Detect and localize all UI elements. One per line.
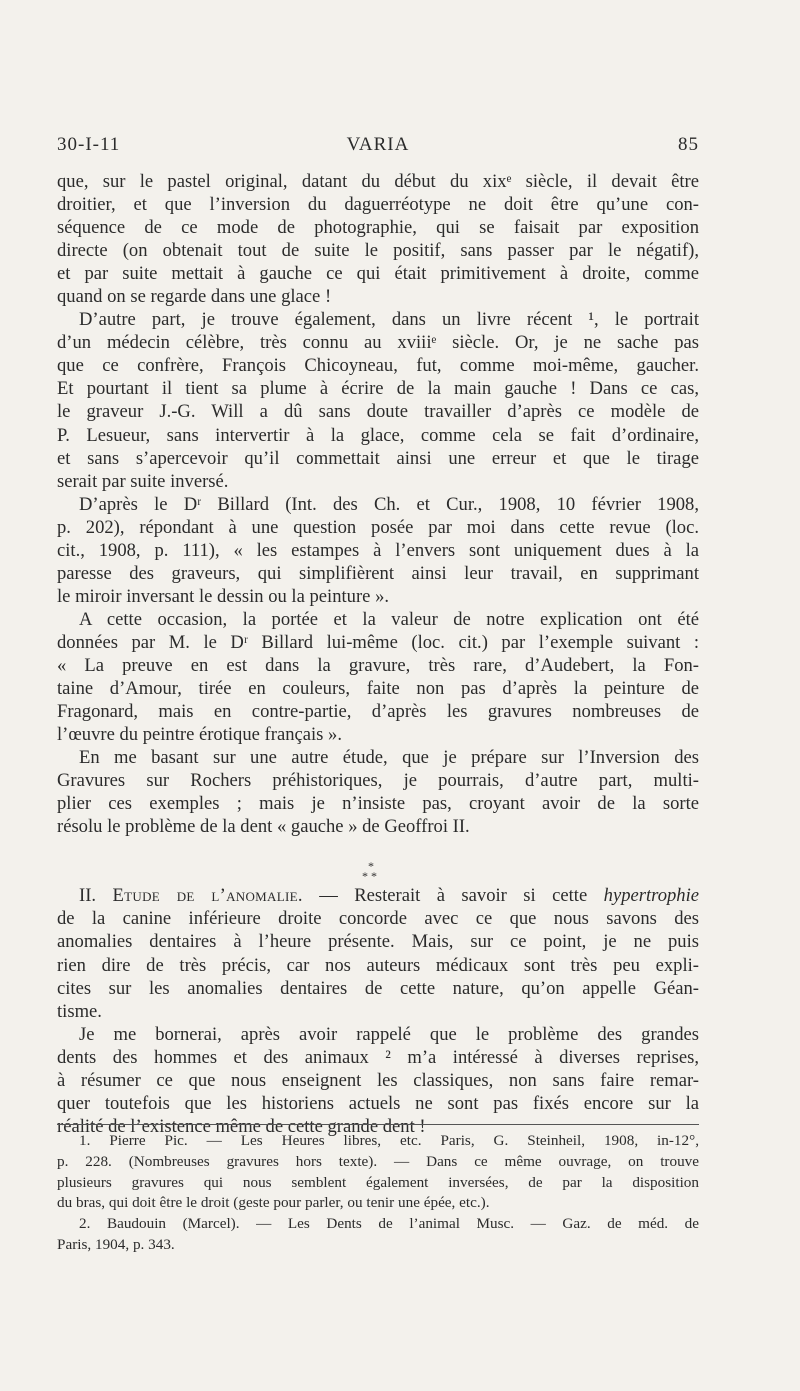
footnote-line: plusieurs gravures qui nous semblent également inversées, de par la disposition bbox=[57, 1173, 699, 1191]
text-line: droitier, et que l’inversion du daguerréotype ne doit être qu’une con- bbox=[57, 194, 699, 216]
section-separator-asterism bbox=[57, 838, 699, 884]
footnote-line: 2. Baudouin (Marcel). — Les Dents de l’animal Musc. — Gaz. de méd. de bbox=[79, 1215, 699, 1233]
heading-italic-word: hypertrophie bbox=[603, 885, 699, 907]
text-line: quer toutefois que les historiens actuels ne sont pas fixés encore sur la bbox=[57, 1092, 699, 1114]
footnote-divider bbox=[57, 1124, 699, 1125]
footnote-line: p. 228. (Nombreuses gravures hors texte). — Dans ce même ouvrage, on trouve bbox=[57, 1152, 699, 1170]
text-line: A cette occasion, la portée et la valeur de notre explication ont été bbox=[79, 608, 699, 630]
text-line: quand on se regarde dans une glace ! bbox=[57, 286, 332, 308]
asterism-top: * bbox=[368, 859, 374, 874]
text-line: le graveur J.-G. Will a dû sans doute travailler d’après ce modèle de bbox=[57, 401, 699, 423]
footnote-line: 1. Pierre Pic. — Les Heures libres, etc. Paris, G. Steinheil, 1908, in-12°, bbox=[79, 1132, 699, 1149]
asterism-bottom: * * bbox=[362, 869, 377, 884]
text-line: D’après le Dʳ Billard (Int. des Ch. et Cur., 1908, 10 février 1908, bbox=[79, 493, 699, 515]
text-line: Je me bornerai, après avoir rappelé que le problème des grandes bbox=[79, 1023, 699, 1045]
text-line: paresse des graveurs, qui simplifièrent ainsi leur travail, en supprimant bbox=[57, 562, 699, 584]
footnote-line: Paris, 1904, p. 343. bbox=[57, 1235, 175, 1253]
text-line: anomalies dentaires à l’heure présente. Mais, sur ce point, je ne puis bbox=[57, 931, 699, 953]
paragraph-4 bbox=[57, 608, 699, 746]
body-text bbox=[57, 170, 699, 1138]
text-line: Et pourtant il tient sa plume à écrire de la main gauche ! Dans ce cas, bbox=[57, 378, 699, 400]
text-line: En me basant sur une autre étude, que je prépare sur l’Inversion des bbox=[79, 747, 699, 769]
text-line: cites sur les anomalies dentaires de cette nature, qu’on appelle Géan- bbox=[57, 977, 699, 999]
text-line: que, sur le pastel original, datant du début du xixᵉ siècle, il devait être bbox=[57, 171, 699, 192]
text-line: à résumer ce que nous enseignent les classiques, non sans faire remar- bbox=[57, 1069, 699, 1091]
section-number: II. bbox=[79, 885, 97, 907]
header-section-title: VARIA bbox=[346, 134, 410, 155]
text-line: tisme. bbox=[57, 1000, 102, 1022]
text-line: données par M. le Dʳ Billard lui-même (loc. cit.) par l’exemple suivant : bbox=[57, 631, 699, 653]
running-header bbox=[57, 134, 699, 158]
text-line: de la canine inférieure droite concorde avec ce que nous savons des bbox=[57, 908, 699, 930]
heading-text: — Resterait à savoir si cette bbox=[302, 885, 588, 907]
text-line: cit., 1908, p. 111), « les estampes à l’envers sont uniquement dues à la bbox=[57, 539, 699, 561]
paragraph-7 bbox=[57, 1023, 699, 1138]
footnotes bbox=[57, 1131, 699, 1256]
text-line: Gravures sur Rochers préhistoriques, je pourrais, d’autre part, multi- bbox=[57, 770, 699, 792]
text-line: réalité de l’existence même de cette grande dent ! bbox=[57, 1115, 426, 1137]
text-line: P. Lesueur, sans intervertir à la glace, comme cela se fait d’ordinaire, bbox=[57, 424, 699, 446]
text-line: p. 202), répondant à une question posée par moi dans cette revue (loc. bbox=[57, 516, 699, 538]
text-line: dents des hommes et des animaux ² m’a intéressé à diverses reprises, bbox=[57, 1046, 699, 1068]
paragraph-3 bbox=[57, 493, 699, 608]
paragraph-2 bbox=[57, 308, 699, 492]
text-line: et sans s’apercevoir qu’il commettait ainsi une erreur et que le tirage bbox=[57, 447, 699, 469]
text-line: que ce confrère, François Chicoyneau, fut, comme moi-même, gaucher. bbox=[57, 355, 699, 377]
section-title: Etude de l’anomalie. bbox=[112, 885, 303, 907]
page-number: 85 bbox=[678, 134, 699, 155]
paragraph-1 bbox=[57, 170, 699, 308]
text-line: l’œuvre du peintre érotique français ». bbox=[57, 724, 342, 746]
text-line: taine d’Amour, tirée en couleurs, faite non pas d’après la peinture de bbox=[57, 678, 699, 700]
text-line: résolu le problème de la dent « gauche » de Geoffroi II. bbox=[57, 816, 470, 838]
text-line: « La preuve en est dans la gravure, très rare, d’Audebert, la Fon- bbox=[57, 654, 699, 676]
text-line: Fragonard, mais en contre-partie, d’après les gravures nombreuses de bbox=[57, 701, 699, 723]
text-line: séquence de ce mode de photographie, qui se faisait par exposition bbox=[57, 217, 699, 239]
text-line: serait par suite inversé. bbox=[57, 470, 229, 492]
footnote-line: du bras, qui doit être le droit (geste pour parler, ou tenir une épée, etc.). bbox=[57, 1194, 490, 1212]
paragraph-5 bbox=[57, 746, 699, 838]
text-line: le miroir inversant le dessin ou la peinture ». bbox=[57, 585, 390, 607]
text-line: et par suite mettait à gauche ce qui était primitivement à droite, comme bbox=[57, 263, 699, 285]
text-line: rien dire de très précis, car nos auteurs médicaux sont très peu expli- bbox=[57, 954, 699, 976]
section-heading-line bbox=[57, 884, 699, 907]
text-line: D’autre part, je trouve également, dans un livre récent ¹, le portrait bbox=[79, 309, 699, 331]
text-line: directe (on obtenait tout de suite le positif, sans passer par le négatif), bbox=[57, 240, 699, 262]
text-line: plier ces exemples ; mais je n’insiste pas, croyant avoir de la sorte bbox=[57, 793, 699, 815]
section-ii bbox=[57, 884, 699, 1022]
text-line: d’un médecin célèbre, très connu au xviiiᵉ siècle. Or, je ne sache pas bbox=[57, 332, 699, 354]
header-date-code: 30-I-11 bbox=[57, 134, 121, 155]
